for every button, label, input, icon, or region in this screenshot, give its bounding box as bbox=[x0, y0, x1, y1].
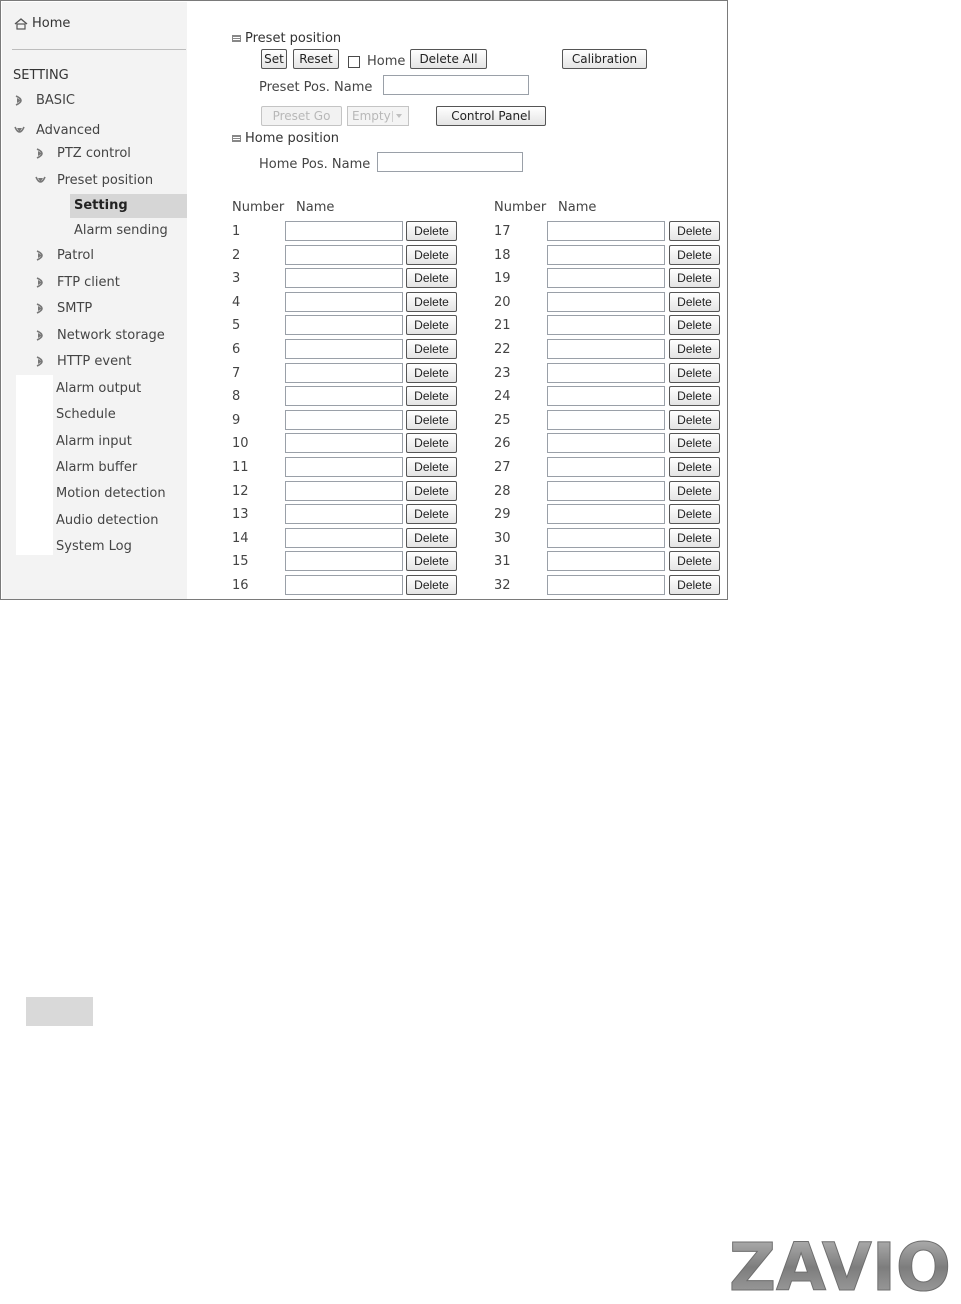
delete-preset-button[interactable]: Delete bbox=[406, 410, 457, 430]
setting-heading: SETTING bbox=[13, 68, 69, 83]
preset-title-text: Preset position bbox=[245, 31, 342, 46]
preset-name-input[interactable] bbox=[383, 75, 529, 95]
preset-number: 17 bbox=[494, 224, 511, 239]
right-name-header: Name bbox=[558, 200, 597, 215]
preset-number: 7 bbox=[232, 366, 241, 381]
preset-number: 31 bbox=[494, 554, 511, 569]
preset-name-field[interactable] bbox=[547, 292, 665, 312]
expand-right-icon bbox=[35, 356, 46, 367]
set-button[interactable]: Set bbox=[261, 49, 287, 69]
preset-name-field[interactable] bbox=[285, 292, 403, 312]
delete-preset-button[interactable]: Delete bbox=[406, 268, 457, 288]
preset-name-field[interactable] bbox=[285, 575, 403, 595]
preset-name-field[interactable] bbox=[547, 363, 665, 383]
preset-section-title[interactable] bbox=[232, 31, 341, 46]
delete-preset-button[interactable]: Delete bbox=[406, 363, 457, 383]
preset-number: 16 bbox=[232, 578, 249, 593]
delete-preset-button[interactable]: Delete bbox=[669, 339, 720, 359]
preset-name-field[interactable] bbox=[285, 504, 403, 524]
sidebar-item-label: SMTP bbox=[57, 301, 93, 316]
delete-preset-button[interactable]: Delete bbox=[669, 386, 720, 406]
svg-text:ZAVIO: ZAVIO bbox=[729, 1232, 951, 1300]
preset-name-field[interactable] bbox=[285, 551, 403, 571]
sidebar-item-preset-position[interactable] bbox=[35, 173, 153, 188]
sidebar-item-ftp-client[interactable] bbox=[35, 275, 120, 290]
delete-preset-button[interactable]: Delete bbox=[406, 433, 457, 453]
sidebar-item-label: System Log bbox=[56, 539, 132, 554]
preset-number: 24 bbox=[494, 389, 511, 404]
sidebar-item-alarm-buffer[interactable] bbox=[56, 460, 137, 475]
zavio-logo bbox=[727, 1232, 955, 1300]
sidebar-item-label: FTP client bbox=[57, 275, 120, 290]
preset-number: 4 bbox=[232, 295, 241, 310]
delete-preset-button[interactable]: Delete bbox=[669, 551, 720, 571]
sidebar-item-label: Network storage bbox=[57, 328, 165, 343]
sidebar-item-label: Alarm input bbox=[56, 434, 132, 449]
sidebar-item-alarm-input[interactable] bbox=[56, 434, 132, 449]
sidebar-item-schedule[interactable] bbox=[56, 407, 116, 422]
preset-name-field[interactable] bbox=[547, 575, 665, 595]
delete-preset-button[interactable]: Delete bbox=[669, 315, 720, 335]
sidebar-item-alarm-output[interactable] bbox=[56, 381, 141, 396]
sidebar-item-setting[interactable] bbox=[74, 198, 128, 213]
delete-preset-button[interactable]: Delete bbox=[669, 575, 720, 595]
control-panel-button[interactable]: Control Panel bbox=[436, 106, 546, 126]
sidebar-item-label: PTZ control bbox=[57, 146, 131, 161]
expand-right-icon bbox=[35, 250, 46, 261]
sidebar-item-label: Alarm sending bbox=[74, 223, 168, 238]
sidebar-item-label: Patrol bbox=[57, 248, 94, 263]
home-section-title[interactable] bbox=[232, 131, 339, 146]
delete-preset-button[interactable]: Delete bbox=[406, 315, 457, 335]
preset-name-label: Preset Pos. Name bbox=[259, 80, 373, 95]
delete-preset-button[interactable]: Delete bbox=[669, 410, 720, 430]
home-checkbox-label: Home bbox=[367, 54, 406, 69]
preset-number: 26 bbox=[494, 436, 511, 451]
delete-preset-button[interactable]: Delete bbox=[406, 292, 457, 312]
preset-number: 12 bbox=[232, 484, 249, 499]
preset-name-field[interactable] bbox=[285, 528, 403, 548]
preset-number: 2 bbox=[232, 248, 241, 263]
preset-name-field[interactable] bbox=[547, 315, 665, 335]
preset-number: 8 bbox=[232, 389, 241, 404]
sidebar-item-patrol[interactable] bbox=[35, 248, 94, 263]
sidebar-item-label: HTTP event bbox=[57, 354, 132, 369]
preset-name-field[interactable] bbox=[547, 386, 665, 406]
preset-name-field[interactable] bbox=[547, 410, 665, 430]
home-name-label: Home Pos. Name bbox=[259, 157, 371, 172]
delete-preset-button[interactable]: Delete bbox=[669, 245, 720, 265]
preset-number: 6 bbox=[232, 342, 241, 357]
home-title-text: Home position bbox=[245, 131, 340, 146]
expand-right-icon bbox=[35, 330, 46, 341]
preset-number: 11 bbox=[232, 460, 249, 475]
delete-preset-button[interactable]: Delete bbox=[406, 575, 457, 595]
preset-name-field[interactable] bbox=[285, 339, 403, 359]
delete-preset-button[interactable]: Delete bbox=[406, 386, 457, 406]
settings-window bbox=[0, 0, 728, 600]
preset-number: 14 bbox=[232, 531, 249, 546]
home-name-input[interactable] bbox=[377, 152, 523, 172]
sidebar-item-motion-detection[interactable] bbox=[56, 486, 166, 501]
gray-placeholder-box bbox=[26, 997, 93, 1026]
home-label: Home bbox=[32, 16, 71, 31]
preset-number: 27 bbox=[494, 460, 511, 475]
preset-number: 10 bbox=[232, 436, 249, 451]
preset-go-button[interactable]: Preset Go bbox=[261, 106, 342, 126]
sidebar-divider bbox=[12, 49, 186, 50]
preset-number: 5 bbox=[232, 318, 241, 333]
preset-name-field[interactable] bbox=[547, 528, 665, 548]
collapse-icon bbox=[232, 135, 241, 142]
delete-preset-button[interactable]: Delete bbox=[669, 363, 720, 383]
preset-number: 21 bbox=[494, 318, 511, 333]
preset-number: 13 bbox=[232, 507, 249, 522]
sidebar-item-label: Schedule bbox=[56, 407, 116, 422]
calibration-button[interactable]: Calibration bbox=[562, 49, 647, 69]
expand-right-icon bbox=[35, 148, 46, 159]
delete-preset-button[interactable]: Delete bbox=[669, 481, 720, 501]
sidebar-item-network-storage[interactable] bbox=[35, 328, 165, 343]
preset-number: 22 bbox=[494, 342, 511, 357]
delete-preset-button[interactable]: Delete bbox=[669, 528, 720, 548]
home-icon bbox=[14, 18, 28, 30]
delete-preset-button[interactable]: Delete bbox=[669, 292, 720, 312]
preset-number: 30 bbox=[494, 531, 511, 546]
delete-preset-button[interactable]: Delete bbox=[406, 504, 457, 524]
preset-name-field[interactable] bbox=[547, 245, 665, 265]
delete-preset-button[interactable]: Delete bbox=[406, 528, 457, 548]
preset-number: 3 bbox=[232, 271, 241, 286]
preset-name-field[interactable] bbox=[285, 268, 403, 288]
delete-all-button[interactable]: Delete All bbox=[410, 49, 487, 69]
sidebar bbox=[2, 2, 187, 599]
preset-name-field[interactable] bbox=[547, 221, 665, 241]
reset-button[interactable]: Reset bbox=[293, 49, 339, 69]
right-number-header: Number bbox=[494, 200, 547, 215]
preset-name-field[interactable] bbox=[285, 221, 403, 241]
delete-preset-button[interactable]: Delete bbox=[669, 221, 720, 241]
preset-name-field[interactable] bbox=[285, 410, 403, 430]
delete-preset-button[interactable]: Delete bbox=[406, 551, 457, 571]
expand-right-icon bbox=[14, 95, 25, 106]
expand-right-icon bbox=[35, 303, 46, 314]
preset-name-field[interactable] bbox=[547, 268, 665, 288]
preset-name-field[interactable] bbox=[547, 551, 665, 571]
preset-number: 23 bbox=[494, 366, 511, 381]
preset-name-field[interactable] bbox=[285, 315, 403, 335]
sidebar-item-http-event[interactable] bbox=[35, 354, 131, 369]
preset-number: 28 bbox=[494, 484, 511, 499]
delete-preset-button[interactable]: Delete bbox=[406, 481, 457, 501]
preset-name-field[interactable] bbox=[547, 457, 665, 477]
sidebar-item-label: Setting bbox=[74, 198, 128, 213]
preset-name-field[interactable] bbox=[547, 504, 665, 524]
collapse-icon bbox=[232, 35, 241, 42]
expand-down-icon bbox=[35, 175, 46, 186]
home-checkbox[interactable] bbox=[348, 56, 360, 68]
sidebar-item-label: Alarm buffer bbox=[56, 460, 138, 475]
sidebar-item-audio-detection[interactable] bbox=[56, 513, 158, 528]
preset-number: 19 bbox=[494, 271, 511, 286]
sidebar-blank-area bbox=[16, 375, 53, 555]
main-panel bbox=[188, 2, 728, 599]
preset-name-field[interactable] bbox=[285, 386, 403, 406]
preset-number: 25 bbox=[494, 413, 511, 428]
preset-number: 32 bbox=[494, 578, 511, 593]
preset-number: 20 bbox=[494, 295, 511, 310]
sidebar-item-smtp[interactable] bbox=[35, 301, 92, 316]
sidebar-item-label: Preset position bbox=[57, 173, 154, 188]
preset-select[interactable] bbox=[347, 106, 409, 126]
preset-number: 18 bbox=[494, 248, 511, 263]
sidebar-home-link[interactable] bbox=[14, 16, 70, 31]
preset-number: 15 bbox=[232, 554, 249, 569]
sidebar-item-system-log[interactable] bbox=[56, 539, 132, 554]
preset-name-field[interactable] bbox=[547, 339, 665, 359]
sidebar-item-advanced[interactable] bbox=[14, 123, 100, 138]
delete-preset-button[interactable]: Delete bbox=[406, 339, 457, 359]
left-number-header: Number bbox=[232, 200, 285, 215]
sidebar-item-alarm-sending[interactable] bbox=[74, 223, 168, 238]
expand-down-icon bbox=[14, 125, 25, 136]
delete-preset-button[interactable]: Delete bbox=[669, 457, 720, 477]
sidebar-item-label: Motion detection bbox=[56, 486, 166, 501]
preset-name-field[interactable] bbox=[285, 481, 403, 501]
delete-preset-button[interactable]: Delete bbox=[669, 433, 720, 453]
sidebar-item-basic[interactable] bbox=[14, 93, 75, 108]
preset-name-field[interactable] bbox=[285, 363, 403, 383]
preset-name-field[interactable] bbox=[285, 433, 403, 453]
delete-preset-button[interactable]: Delete bbox=[406, 245, 457, 265]
left-name-header: Name bbox=[296, 200, 335, 215]
preset-select-value: Empty bbox=[352, 109, 391, 123]
preset-name-field[interactable] bbox=[547, 433, 665, 453]
delete-preset-button[interactable]: Delete bbox=[669, 268, 720, 288]
preset-name-field[interactable] bbox=[285, 245, 403, 265]
sidebar-item-label: Audio detection bbox=[56, 513, 159, 528]
sidebar-item-ptz-control[interactable] bbox=[35, 146, 131, 161]
delete-preset-button[interactable]: Delete bbox=[406, 221, 457, 241]
preset-number: 29 bbox=[494, 507, 511, 522]
expand-right-icon bbox=[35, 277, 46, 288]
preset-name-field[interactable] bbox=[285, 457, 403, 477]
preset-name-field[interactable] bbox=[547, 481, 665, 501]
chevron-down-icon bbox=[392, 111, 405, 122]
preset-number: 1 bbox=[232, 224, 241, 239]
delete-preset-button[interactable]: Delete bbox=[669, 504, 720, 524]
sidebar-item-label: Alarm output bbox=[56, 381, 142, 396]
preset-number: 9 bbox=[232, 413, 241, 428]
sidebar-item-label: Advanced bbox=[36, 123, 101, 138]
sidebar-item-label: BASIC bbox=[36, 93, 75, 108]
delete-preset-button[interactable]: Delete bbox=[406, 457, 457, 477]
